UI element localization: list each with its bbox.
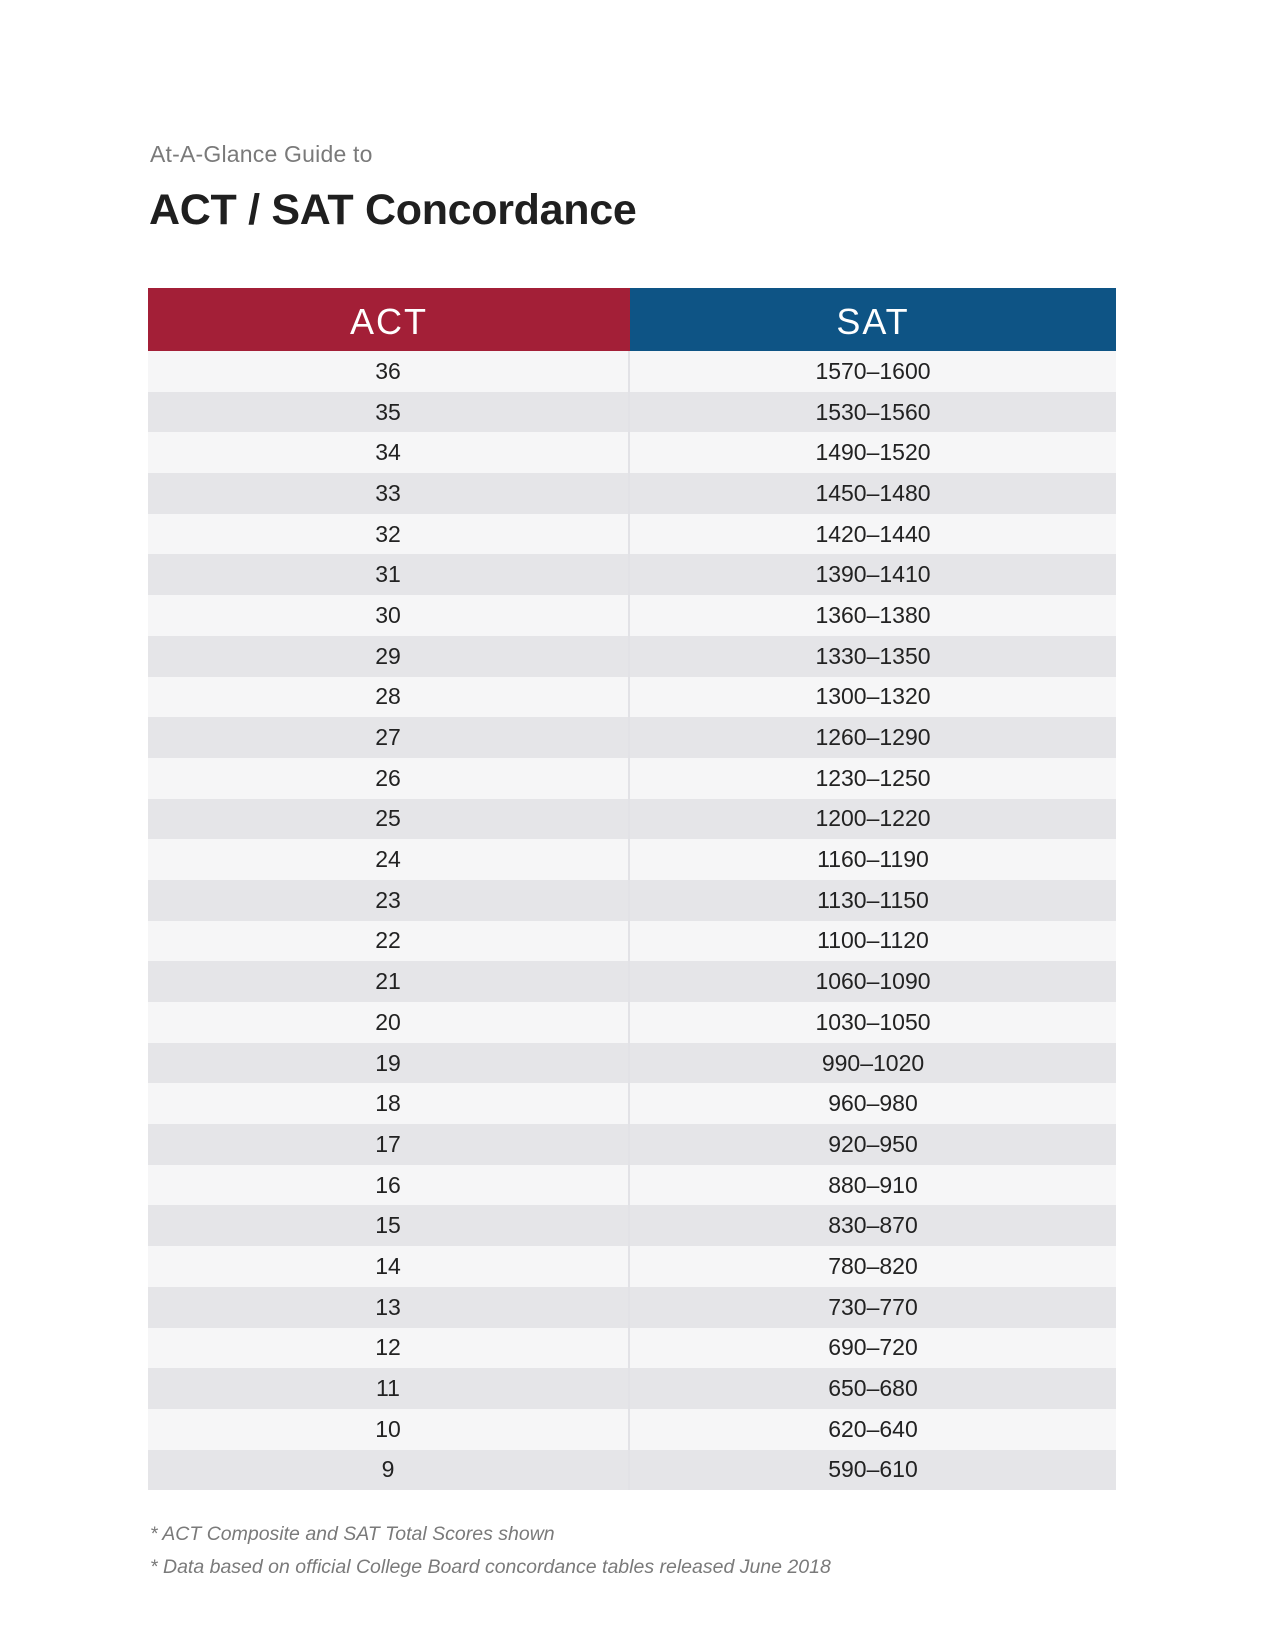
act-score-cell: 20 bbox=[148, 1002, 630, 1043]
table-row bbox=[148, 432, 1116, 473]
sat-score-cell: 1490–1520 bbox=[815, 439, 931, 466]
table-header bbox=[148, 288, 1116, 351]
sat-score-cell: 1570–1600 bbox=[815, 357, 931, 384]
sat-score-cell: 920–950 bbox=[828, 1130, 918, 1157]
act-score-cell: 10 bbox=[148, 1409, 630, 1450]
act-score-cell: 36 bbox=[148, 351, 630, 392]
sat-score-cell: 1230–1250 bbox=[815, 764, 931, 791]
footnote: * ACT Composite and SAT Total Scores shown bbox=[150, 1523, 555, 1545]
sat-column-header: SAT bbox=[630, 288, 1116, 351]
sat-score-cell: 590–610 bbox=[828, 1456, 918, 1483]
table-row bbox=[148, 1409, 1116, 1450]
sat-score-cell: 1450–1480 bbox=[815, 479, 931, 506]
footnotes bbox=[150, 1518, 831, 1584]
table-row bbox=[148, 473, 1116, 514]
act-column-header: ACT bbox=[148, 288, 630, 351]
sat-score-cell: 1300–1320 bbox=[815, 683, 931, 710]
table-row bbox=[148, 961, 1116, 1002]
sat-score-cell: 1530–1560 bbox=[815, 398, 931, 425]
act-score-cell: 26 bbox=[148, 758, 630, 799]
sat-score-cell: 690–720 bbox=[828, 1334, 918, 1361]
act-score-cell: 12 bbox=[148, 1328, 630, 1369]
table-row bbox=[148, 921, 1116, 962]
table-row bbox=[148, 392, 1116, 433]
table-row bbox=[148, 1083, 1116, 1124]
table-row bbox=[148, 839, 1116, 880]
table-row bbox=[148, 351, 1116, 392]
sat-score-cell: 780–820 bbox=[828, 1252, 918, 1279]
act-score-cell: 30 bbox=[148, 595, 630, 636]
act-score-cell: 32 bbox=[148, 514, 630, 555]
act-score-cell: 23 bbox=[148, 880, 630, 921]
sat-score-cell: 1160–1190 bbox=[817, 846, 929, 873]
act-score-cell: 31 bbox=[148, 554, 630, 595]
table-row bbox=[148, 554, 1116, 595]
table-row bbox=[148, 1287, 1116, 1328]
act-score-cell: 22 bbox=[148, 921, 630, 962]
act-score-cell: 33 bbox=[148, 473, 630, 514]
act-score-cell: 14 bbox=[148, 1246, 630, 1287]
act-score-cell: 9 bbox=[148, 1450, 630, 1491]
table-row bbox=[148, 636, 1116, 677]
table-row bbox=[148, 1043, 1116, 1084]
act-score-cell: 28 bbox=[148, 677, 630, 718]
sat-score-cell: 1390–1410 bbox=[815, 561, 931, 588]
sat-score-cell: 620–640 bbox=[828, 1415, 918, 1442]
table-row bbox=[148, 514, 1116, 555]
table-row bbox=[148, 595, 1116, 636]
sat-score-cell: 830–870 bbox=[828, 1212, 918, 1239]
table-body bbox=[148, 351, 1116, 1490]
table-row bbox=[148, 758, 1116, 799]
sat-score-cell: 1030–1050 bbox=[815, 1008, 931, 1035]
sat-score-cell: 650–680 bbox=[828, 1375, 918, 1402]
sat-score-cell: 880–910 bbox=[828, 1171, 918, 1198]
sat-score-cell: 960–980 bbox=[828, 1090, 918, 1117]
act-score-cell: 15 bbox=[148, 1205, 630, 1246]
act-score-cell: 34 bbox=[148, 432, 630, 473]
act-score-cell: 27 bbox=[148, 717, 630, 758]
act-score-cell: 11 bbox=[148, 1368, 630, 1409]
sat-score-cell: 730–770 bbox=[828, 1293, 918, 1320]
table-row bbox=[148, 1246, 1116, 1287]
act-score-cell: 13 bbox=[148, 1287, 630, 1328]
act-score-cell: 16 bbox=[148, 1165, 630, 1206]
page-title: ACT / SAT Concordance bbox=[149, 186, 637, 234]
sat-score-cell: 1420–1440 bbox=[815, 520, 931, 547]
act-score-cell: 21 bbox=[148, 961, 630, 1002]
table-row bbox=[148, 1368, 1116, 1409]
table-row bbox=[148, 1450, 1116, 1491]
sat-score-cell: 990–1020 bbox=[821, 1049, 925, 1076]
sat-score-cell: 1360–1380 bbox=[815, 601, 931, 628]
sat-score-cell: 1330–1350 bbox=[815, 642, 931, 669]
table-row bbox=[148, 880, 1116, 921]
footnote: * Data based on official College Board concordance tables released June 2018 bbox=[150, 1556, 831, 1578]
page-subtitle: At-A-Glance Guide to bbox=[150, 141, 373, 167]
concordance-table bbox=[148, 288, 1116, 1490]
table-row bbox=[148, 799, 1116, 840]
table-row bbox=[148, 677, 1116, 718]
act-score-cell: 24 bbox=[148, 839, 630, 880]
act-score-cell: 17 bbox=[148, 1124, 630, 1165]
sat-score-cell: 1060–1090 bbox=[815, 968, 931, 995]
table-row bbox=[148, 717, 1116, 758]
act-score-cell: 29 bbox=[148, 636, 630, 677]
table-row bbox=[148, 1165, 1116, 1206]
act-score-cell: 18 bbox=[148, 1083, 630, 1124]
sat-score-cell: 1130–1150 bbox=[817, 886, 929, 913]
sat-score-cell: 1100–1120 bbox=[817, 927, 929, 954]
sat-score-cell: 1260–1290 bbox=[815, 724, 931, 751]
table-row bbox=[148, 1124, 1116, 1165]
table-row bbox=[148, 1002, 1116, 1043]
table-row bbox=[148, 1205, 1116, 1246]
act-score-cell: 25 bbox=[148, 799, 630, 840]
sat-score-cell: 1200–1220 bbox=[815, 805, 931, 832]
table-row bbox=[148, 1328, 1116, 1369]
act-score-cell: 35 bbox=[148, 392, 630, 433]
act-score-cell: 19 bbox=[148, 1043, 630, 1084]
